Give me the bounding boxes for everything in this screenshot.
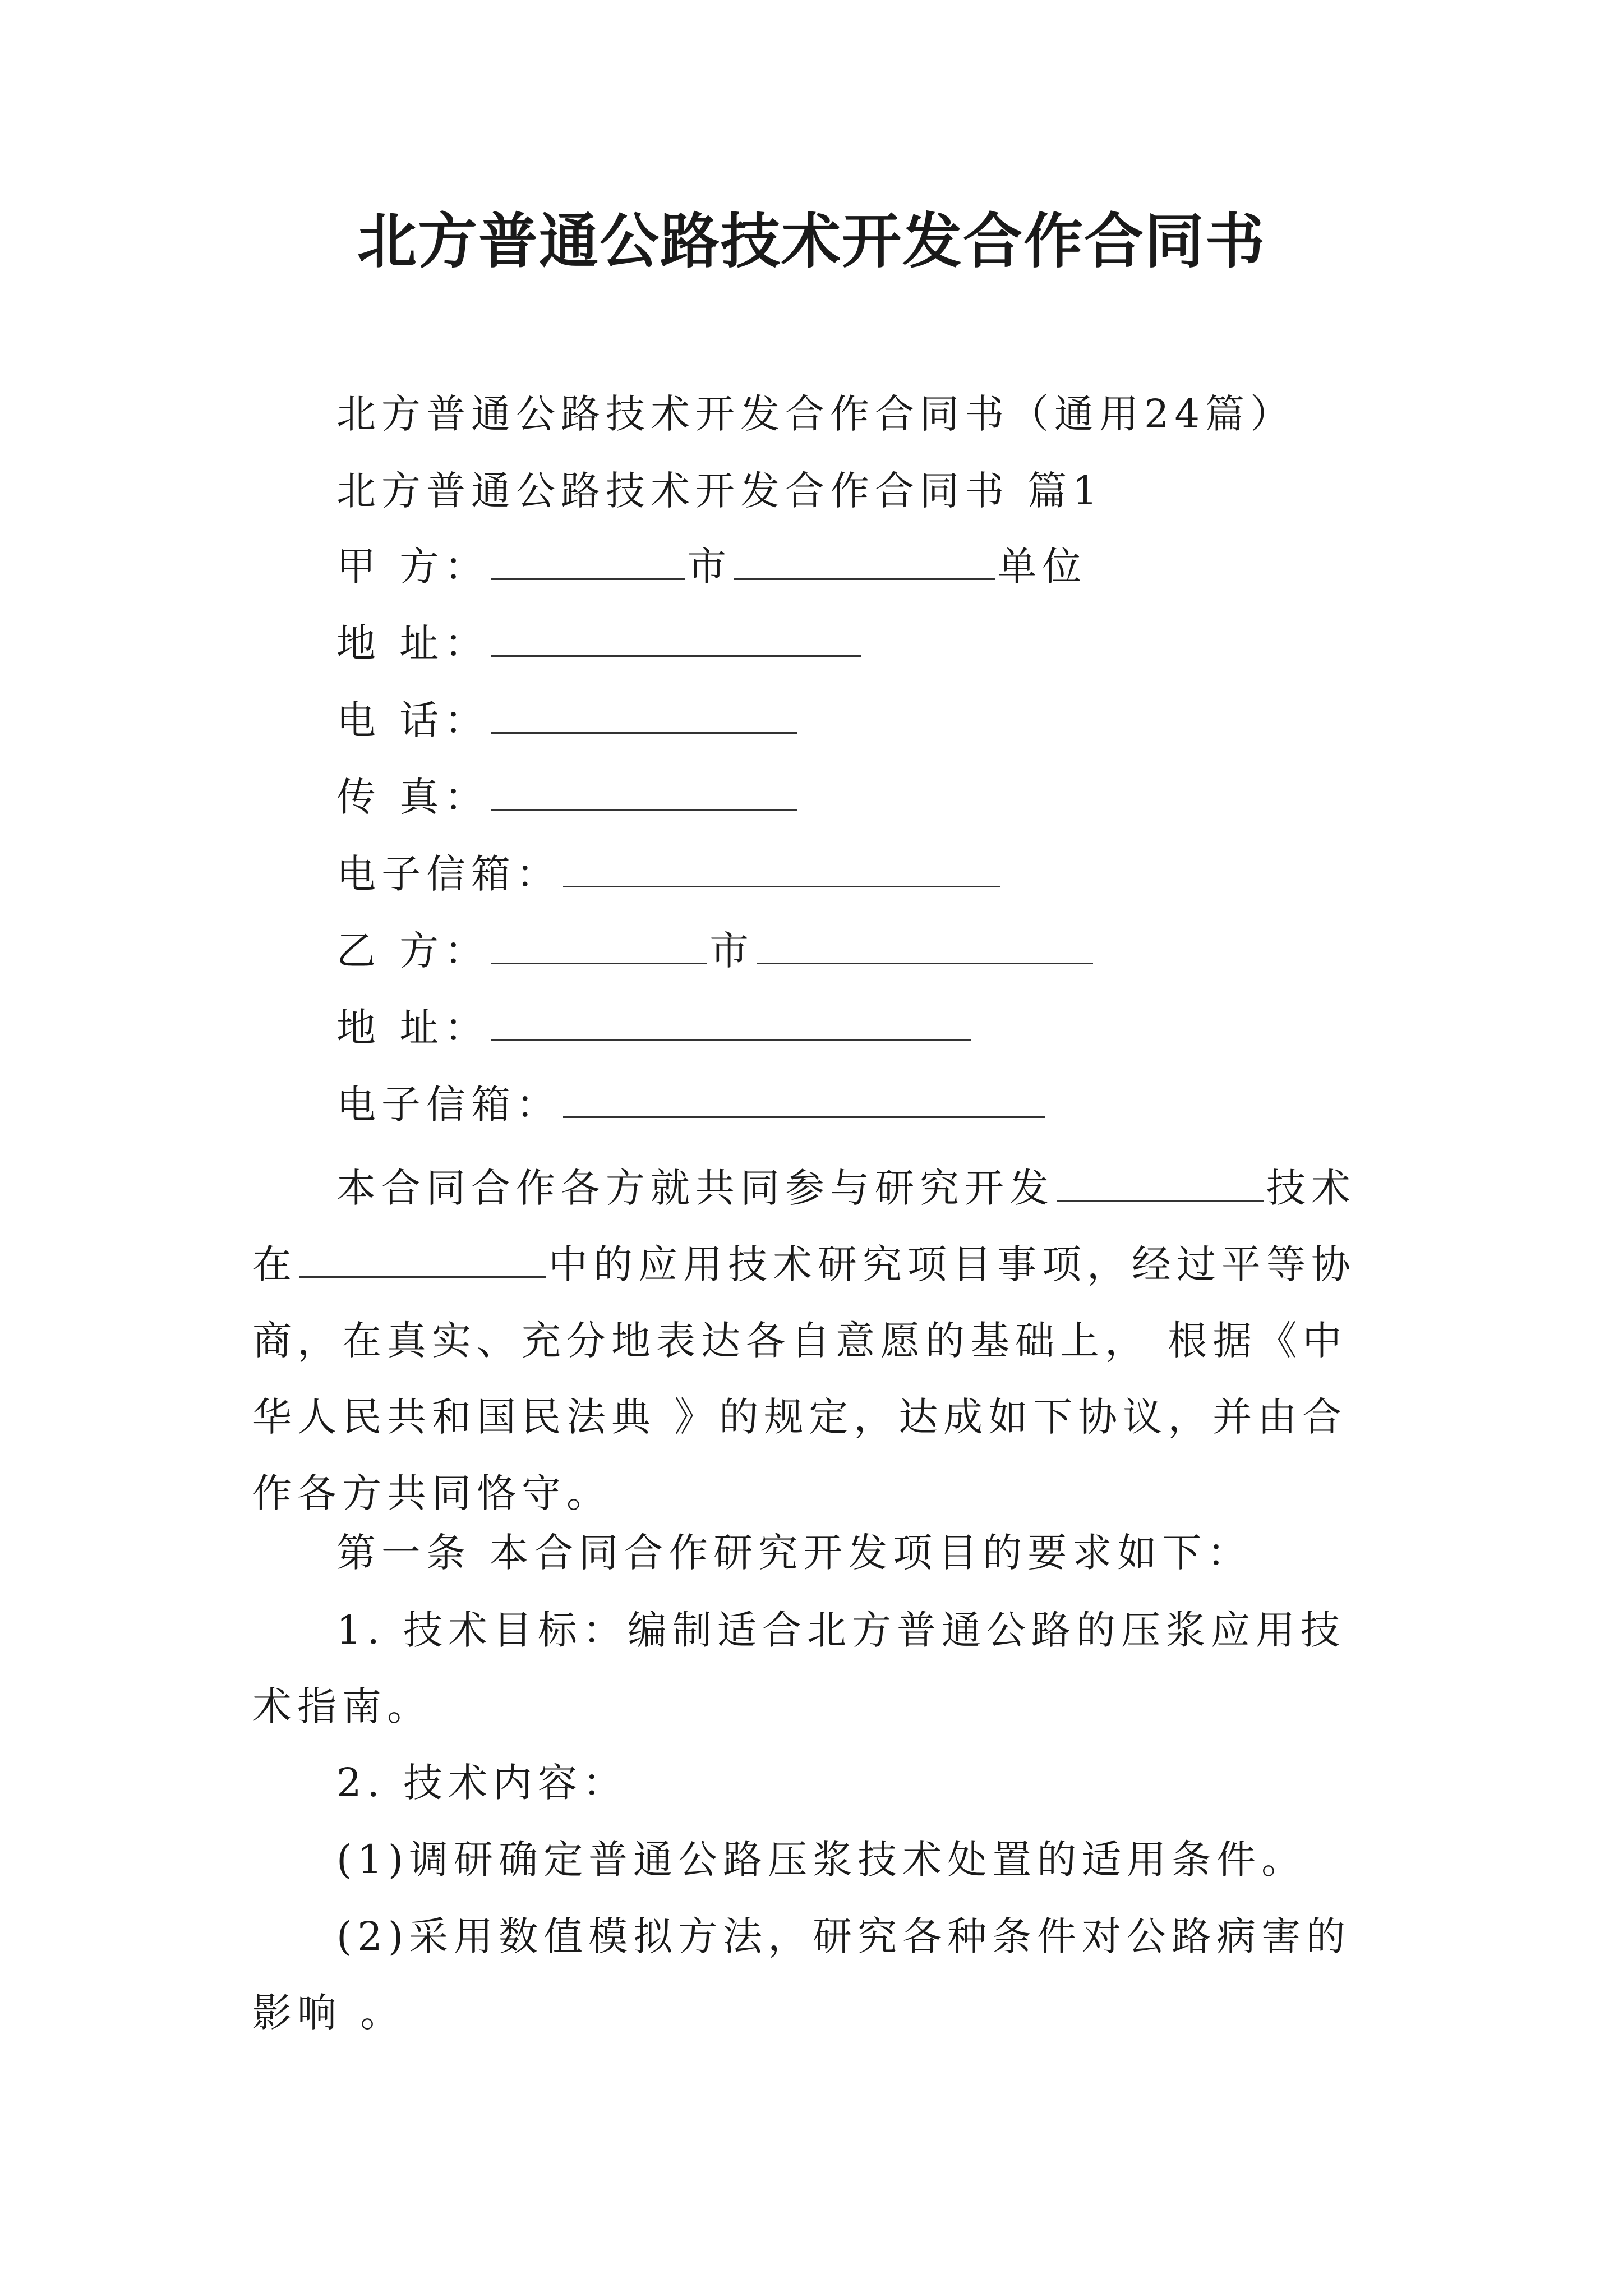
- application-blank: [299, 1237, 546, 1278]
- party-a-phone-label: 电 话：: [336, 697, 490, 743]
- party-b-address-label: 地 址：: [336, 1005, 490, 1051]
- party-a-fax-line: [336, 769, 799, 825]
- article-1-text: 第一条 本合同合作研究开发项目的要求如下：: [336, 1530, 1252, 1576]
- document-title: 北方普通公路技术开发合作合同书: [357, 206, 1266, 276]
- sub-item-1-text: (1)调研确定普通公路压浆技术处置的适用条件。: [336, 1837, 1307, 1883]
- party-b-address-blank: [491, 1000, 971, 1041]
- party-b-email-label: 电子信箱：: [336, 1082, 561, 1128]
- party-a-phone-blank: [491, 693, 797, 734]
- party-a-line: [336, 539, 1087, 595]
- party-b-city-blank: [491, 923, 707, 964]
- party-a-email-line: [336, 846, 1003, 902]
- intro-part3: 中的应用技术研究项目事项，经过平等协商，在真实、充分地表达各自意愿的基础上， 根据《中华人民共和国民法典 》的规定，达成如下协议，并由合作各方共同恪守。: [252, 1241, 1356, 1516]
- party-a-address-line: [336, 615, 864, 671]
- party-a-address-label: 地 址：: [336, 620, 490, 666]
- sub-item-2: [252, 1898, 1385, 2051]
- party-b-unit-blank: [757, 923, 1093, 964]
- intro-part1: 本合同合作各方就共同参与研究开发: [336, 1165, 1054, 1211]
- sub-item-2-text: (2)采用数值模拟方法，研究各种条件对公路病害的影响 。: [252, 1913, 1352, 2036]
- party-b-line: [336, 923, 1095, 979]
- party-a-address-blank: [491, 616, 861, 657]
- item-2: [252, 1745, 1385, 1821]
- party-a-unit-suffix: 单位: [997, 544, 1087, 590]
- party-b-email-blank: [563, 1077, 1045, 1118]
- party-b-address-line: [336, 1000, 973, 1056]
- party-b-label: 乙 方：: [336, 928, 490, 974]
- party-a-unit-blank: [734, 539, 995, 580]
- tech-blank: [1057, 1161, 1264, 1202]
- party-a-fax-blank: [491, 770, 797, 811]
- section-heading: 北方普通公路技术开发合作合同书 篇1: [336, 468, 1103, 514]
- party-a-phone-line: [336, 692, 799, 748]
- item-2-text: 2. 技术内容：: [336, 1760, 628, 1806]
- party-a-city-suffix: 市: [687, 544, 732, 590]
- party-a-fax-label: 传 真：: [336, 774, 490, 820]
- party-a-city-blank: [491, 539, 685, 580]
- intro-part2: 技术在: [252, 1165, 1356, 1287]
- party-b-email-line: [336, 1076, 1048, 1133]
- article-1: [252, 1515, 1385, 1591]
- party-a-email-blank: [563, 846, 1000, 887]
- intro-paragraph: [252, 1150, 1385, 1531]
- item-1: [252, 1592, 1385, 1745]
- subtitle: 北方普通公路技术开发合作合同书（通用24篇）: [336, 391, 1295, 437]
- party-b-city-suffix: 市: [709, 928, 755, 974]
- party-a-email-label: 电子信箱：: [336, 851, 561, 897]
- sub-item-1: [252, 1821, 1385, 1898]
- party-a-label: 甲 方：: [336, 544, 490, 590]
- item-1-text: 1. 技术目标：编制适合北方普通公路的压浆应用技术指南。: [252, 1607, 1346, 1729]
